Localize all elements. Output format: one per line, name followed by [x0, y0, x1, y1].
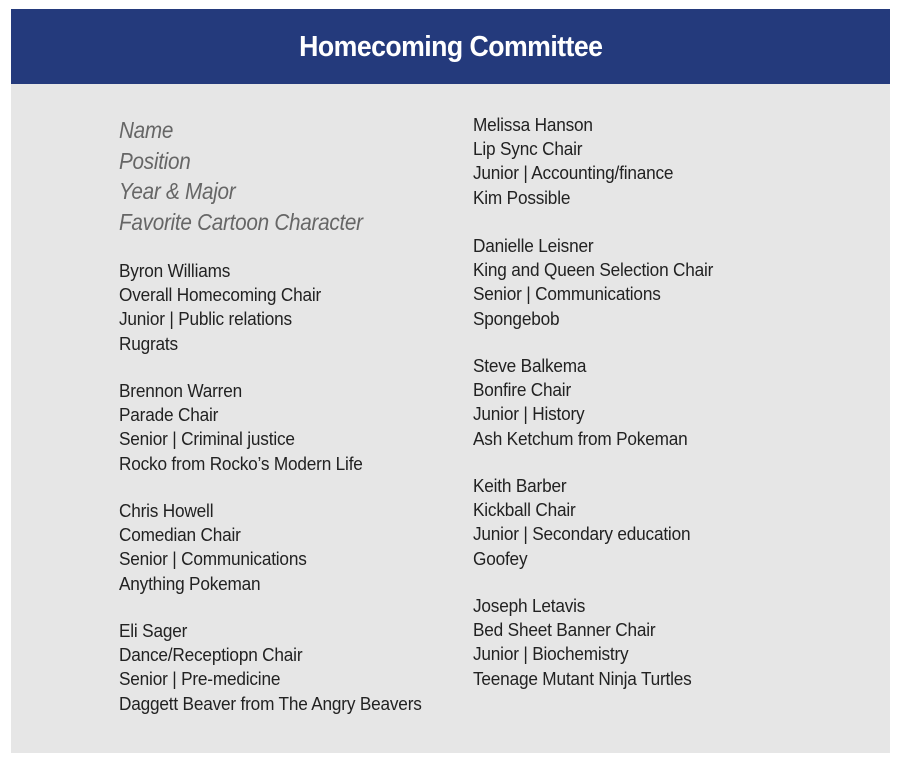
member-favorite: Ash Ketchum from Pokeman — [473, 427, 688, 449]
member-year-major: Senior | Communications — [119, 548, 307, 570]
header-bar — [11, 9, 890, 84]
member-entry — [473, 474, 707, 571]
member-entry — [119, 379, 381, 476]
member-year-major: Junior | History — [473, 403, 585, 425]
member-favorite: Spongebob — [473, 307, 560, 329]
member-position: Bonfire Chair — [473, 379, 571, 401]
member-name: Melissa Hanson — [473, 114, 593, 135]
legend-year-major: Year & Major — [119, 178, 236, 204]
member-entry — [473, 234, 731, 331]
member-year-major: Junior | Secondary education — [473, 523, 691, 545]
member-position: Kickball Chair — [473, 499, 576, 521]
member-entry — [119, 259, 336, 356]
member-favorite: Rocko from Rocko’s Modern Life — [119, 452, 363, 474]
member-position: King and Queen Selection Chair — [473, 259, 714, 281]
member-entry — [119, 619, 444, 716]
member-position: Dance/Receptiopn Chair — [119, 644, 303, 666]
member-name: Eli Sager — [119, 620, 188, 641]
legend — [119, 115, 390, 237]
committee-card — [11, 9, 890, 753]
member-name: Danielle Leisner — [473, 235, 594, 256]
member-entry — [473, 354, 704, 451]
page-title: Homecoming Committee — [298, 31, 603, 63]
member-name: Joseph Letavis — [473, 595, 586, 616]
member-year-major: Junior | Public relations — [119, 308, 292, 330]
legend-favorite: Favorite Cartoon Character — [119, 208, 363, 235]
member-entry — [473, 113, 688, 210]
member-name: Brennon Warren — [119, 380, 242, 401]
member-position: Parade Chair — [119, 404, 219, 426]
member-favorite: Goofey — [473, 547, 528, 569]
legend-position: Position — [119, 147, 191, 174]
member-position: Overall Homecoming Chair — [119, 284, 322, 306]
legend-name: Name — [119, 117, 174, 143]
member-name: Keith Barber — [473, 475, 567, 496]
member-year-major: Junior | Biochemistry — [473, 643, 629, 665]
member-favorite: Rugrats — [119, 332, 178, 354]
member-entry — [473, 594, 708, 691]
member-entry — [119, 499, 321, 596]
member-year-major: Senior | Communications — [473, 283, 661, 305]
member-year-major: Junior | Accounting/finance — [473, 162, 674, 184]
member-favorite: Daggett Beaver from The Angry Beavers — [119, 692, 422, 714]
member-position: Bed Sheet Banner Chair — [473, 619, 656, 641]
member-position: Lip Sync Chair — [473, 138, 583, 160]
member-position: Comedian Chair — [119, 524, 241, 546]
member-year-major: Senior | Pre-medicine — [119, 668, 281, 690]
member-year-major: Senior | Criminal justice — [119, 428, 295, 450]
member-name: Steve Balkema — [473, 355, 587, 376]
member-favorite: Teenage Mutant Ninja Turtles — [473, 667, 692, 689]
member-name: Chris Howell — [119, 500, 214, 521]
member-favorite: Kim Possible — [473, 186, 571, 208]
member-favorite: Anything Pokeman — [119, 572, 261, 594]
member-name: Byron Williams — [119, 260, 231, 281]
